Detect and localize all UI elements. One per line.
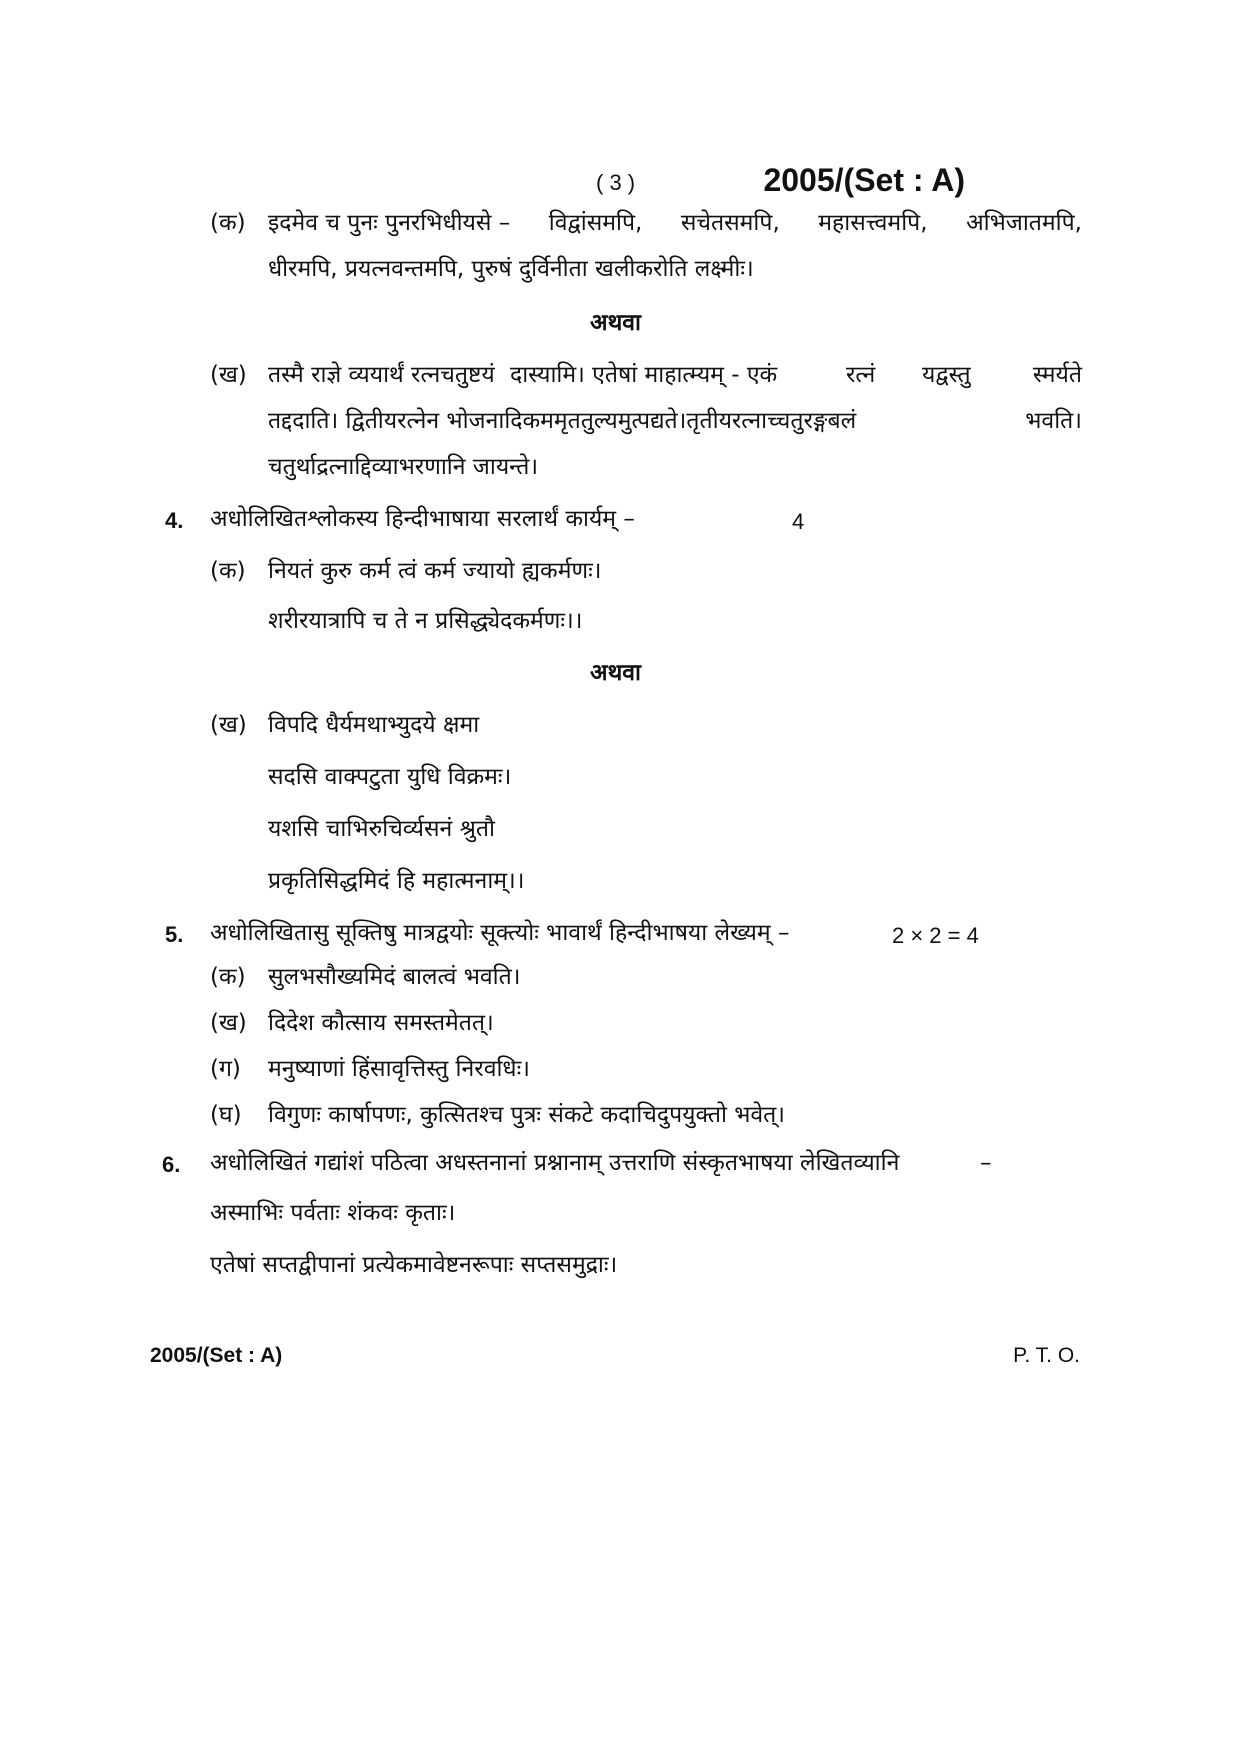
q4-b-line4: प्रकृतिसिद्धमिदं हि महात्मनाम्।। bbox=[268, 868, 525, 894]
q6-passage-line2: एतेषां सप्तद्वीपानां प्रत्येकमावेष्टनरूपाः सप्तसमुद्राः। bbox=[210, 1252, 618, 1278]
pto-label: P. T. O. bbox=[1013, 1344, 1080, 1367]
q5-text: अधोलिखितासु सूक्तिषु मात्रद्वयोः सूक्त्योः भावार्थं हिन्दीभाषया लेख्यम् – bbox=[210, 920, 790, 946]
q3-a-line1: इदमेव च पुनः पुनरभिधीयसे – विद्वांसमपि, सचेतसमपि, महासत्त्वमपि, अभिजातमपि, bbox=[268, 210, 1082, 236]
q6-dash: – bbox=[980, 1150, 992, 1176]
q5-item-text: मनुष्याणां हिंसावृत्तिस्तु निरवधिः। bbox=[268, 1056, 530, 1082]
q3-b-line1: तस्मै राज्ञे व्ययार्थं रत्नचतुष्टयं दास्यामि। एतेषां माहात्म्यम् - एकं रत्नं यद्वस्तु स्मर्यते bbox=[268, 362, 1082, 388]
q3-b-label: (ख) bbox=[210, 362, 247, 388]
q4-a-line1: नियतं कुरु कर्म त्वं कर्म ज्यायो ह्यकर्मणः। bbox=[268, 558, 602, 584]
q4-marks: 4 bbox=[792, 509, 805, 534]
q4-b-line2: सदसि वाक्पटुता युधि विक्रमः। bbox=[268, 764, 512, 790]
q6-number: 6. bbox=[162, 1152, 181, 1177]
set-code-footer: 2005/(Set : A) bbox=[150, 1344, 283, 1367]
q5-item-label: (ख) bbox=[210, 1010, 247, 1036]
or-divider-1: अथवा bbox=[590, 310, 642, 336]
q3-b-line3: चतुर्थाद्रत्नाद्दिव्याभरणानि जायन्ते। bbox=[268, 454, 539, 480]
q6-passage-line1: अस्माभिः पर्वताः शंकवः कृताः। bbox=[210, 1200, 456, 1226]
q3-b-line2: तद्ददाति। द्वितीयरत्नेन भोजनादिकममृततुल्यमुत्पद्यते।तृतीयरत्नाच्चतुरङ्गबलं भवति। bbox=[268, 408, 1082, 434]
q4-number: 4. bbox=[165, 508, 184, 533]
q4-a-line2: शरीरयात्रापि च ते न प्रसिद्ध्येदकर्मणः।। bbox=[268, 608, 583, 634]
q5-item-text: दिदेश कौत्साय समस्तमेतत्। bbox=[268, 1010, 494, 1036]
q5-item-label: (घ) bbox=[210, 1102, 242, 1128]
q5-item-label: (क) bbox=[210, 964, 246, 990]
q5-marks: 2 × 2 = 4 bbox=[892, 923, 979, 948]
set-code-header: 2005/(Set : A) bbox=[763, 162, 965, 198]
q5-item-text: विगुणः कार्षापणः, कुत्सितश्च पुत्रः संकटे कदाचिदुपयुक्तो भवेत्। bbox=[268, 1102, 785, 1128]
q3-a-label: (क) bbox=[210, 210, 246, 236]
or-divider-2: अथवा bbox=[590, 660, 642, 686]
page-number: ( 3 ) bbox=[596, 170, 636, 195]
q4-a-label: (क) bbox=[210, 558, 246, 584]
q5-item-label: (ग) bbox=[210, 1056, 241, 1082]
q5-number: 5. bbox=[165, 922, 184, 947]
q4-text: अधोलिखितश्लोकस्य हिन्दीभाषाया सरलार्थं कार्यम् – bbox=[210, 506, 635, 532]
q4-b-line1: विपदि धैर्यमथाभ्युदये क्षमा bbox=[268, 712, 480, 738]
q6-text: अधोलिखितं गद्यांशं पठित्वा अधस्तनानां प्रश्नानाम् उत्तराणि संस्कृतभाषया लेखितव्यानि bbox=[210, 1150, 900, 1176]
q5-item-text: सुलभसौख्यमिदं बालत्वं भवति। bbox=[268, 964, 521, 990]
q3-a-line2: धीरमपि, प्रयत्नवन्तमपि, पुरुषं दुर्विनीता खलीकरोति लक्ष्मीः। bbox=[268, 256, 754, 282]
q4-b-line3: यशसि चाभिरुचिर्व्यसनं श्रुतौ bbox=[268, 816, 495, 842]
q4-b-label: (ख) bbox=[210, 712, 247, 738]
